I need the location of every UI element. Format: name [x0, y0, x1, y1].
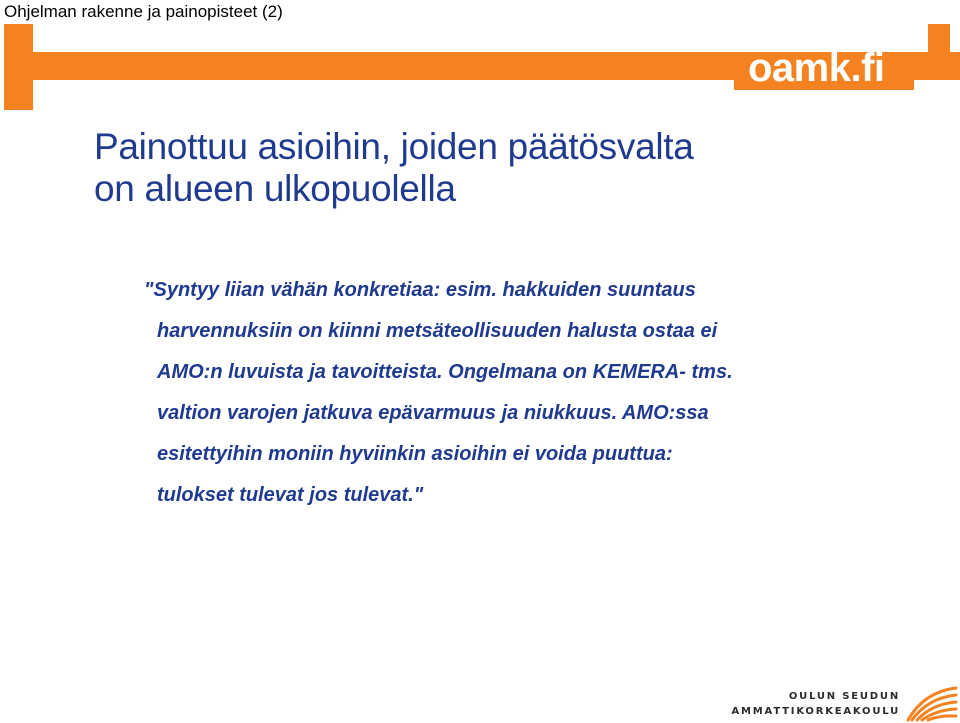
quote-line-4: valtion varojen jatkuva epävarmuus ja niukkuus. AMO:ssa: [157, 402, 709, 424]
header-bar-right-tab: [928, 24, 950, 52]
quote-line-2: harvennuksiin on kiinni metsäteollisuuden halusta ostaa ei: [157, 320, 718, 342]
quote-line-6: tulokset tulevat jos tulevat.": [157, 484, 424, 506]
quote-line-5: esitettyihin moniin hyviinkin asioihin ei voida puuttua:: [157, 443, 673, 465]
footer-logo-line-1: OULUN SEUDUN: [788, 691, 900, 702]
slide-title-line-2: on alueen ulkopuolella: [94, 168, 456, 209]
oamk-fan-emblem-icon: [904, 684, 958, 722]
footer-logo-line-2: AMMATTIKORKEAKOULU: [731, 706, 900, 717]
quote-line-3: AMO:n luvuista ja tavoitteista. Ongelmana on KEMERA- tms.: [157, 361, 733, 383]
quote-line-1: "Syntyy liian vähän konkretiaa: esim. hakkuiden suuntaus: [144, 279, 696, 301]
footer-logo: [731, 680, 960, 723]
slide-title: [94, 126, 694, 210]
quote-block: [144, 270, 824, 516]
window-caption: Ohjelman rakenne ja painopisteet (2): [0, 0, 960, 24]
slide-title-line-1: Painottuu asioihin, joiden päätösvalta: [94, 126, 694, 167]
oamk-logo: oamk.fi: [748, 46, 885, 90]
